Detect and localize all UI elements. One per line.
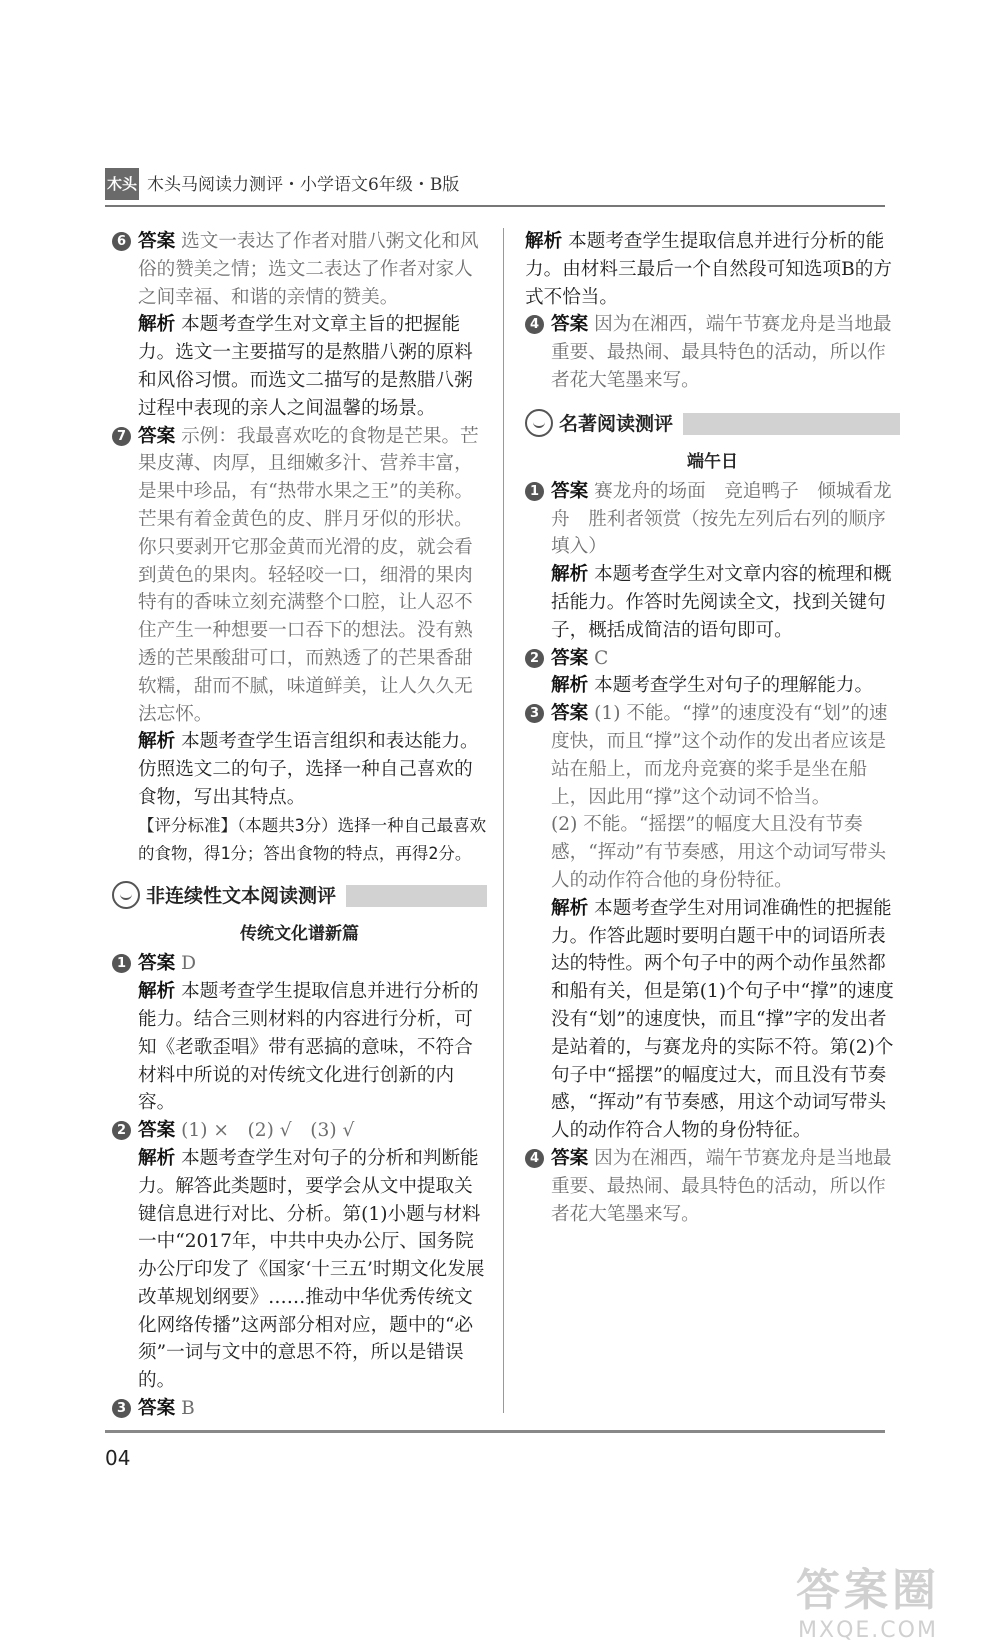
answer-text: 赛龙舟的场面 竞追鸭子 倾城看龙舟 胜利者领赏（按先左列后右列的顺序填入） <box>551 480 892 558</box>
book-logo: 木头马 <box>105 168 139 200</box>
answer-label: 答案 <box>138 231 176 252</box>
answer-text: 选文一表达了作者对腊八粥文化和风俗的赞美之情；选文二表达了作者对家人之间幸福、和谐的亲情的赞美。 <box>138 231 479 308</box>
question-number: 3 <box>112 1399 131 1418</box>
question-3 <box>112 1395 487 1423</box>
watermark <box>796 1554 940 1643</box>
section-subtitle: 传统文化谱新篇 <box>240 924 359 945</box>
right-column <box>525 228 900 1228</box>
analysis <box>525 228 900 311</box>
question-7 <box>112 423 487 729</box>
analysis-label: 解析 <box>138 731 176 753</box>
answer-label: 答案 <box>138 1120 176 1142</box>
section-title: 名著阅读测评 <box>559 409 683 436</box>
question-number: 6 <box>112 232 131 251</box>
question-number: 4 <box>525 1149 544 1168</box>
book-title: 木头马阅读力测评・小学语文6年级・B版 <box>147 175 460 195</box>
analysis-label: 解析 <box>551 564 589 586</box>
question-number: 7 <box>112 427 131 446</box>
analysis <box>525 672 900 700</box>
analysis-label: 解析 <box>138 1147 176 1169</box>
analysis-text: 本题考查学生对文章主旨的把握能力。选文一主要描写的是熬腊八粥的原料和风俗习惯。而选文二描写的是熬腊八粥过程中表现的亲人之间温馨的场景。 <box>138 314 473 419</box>
answer-label: 答案 <box>138 1398 176 1420</box>
answer-text-part-2: (2) 不能。“摇摆”的幅度大且没有节奏感，“挥动”有节奏感，用这个动词写带头人的动作符合他的身份特征。 <box>551 814 887 891</box>
face-icon <box>525 409 553 437</box>
scoring-standard: 【评分标准】（本题共3分）选择一种自己最喜欢的食物，得1分；答出食物的特点，再得2分。 <box>138 815 487 863</box>
column-divider <box>503 228 504 1413</box>
question-number: 2 <box>525 649 544 668</box>
answer-text: 示例：我最喜欢吃的食物是芒果。芒果皮薄、肉厚，且细嫩多汁、营养丰富，是果中珍品，有“热带水果之王”的美称。芒果有着金黄色的皮、胖月牙似的形状。你只要剥开它那金黄而光滑的皮，就会看到黄色的果肉。轻轻咬一口，细滑的果肉特有的香味立刻充满整个口腔，让人忍不住产生一种想要一口吞下的想法。没有熟透的芒果酸甜可口，而熟透了的芒果香甜软糯，甜而不腻，味道鲜美，让人久久无法忘怀。 <box>138 425 479 725</box>
answer-text: 因为在湘西，端午节赛龙舟是当地最重要、最热闹、最具特色的活动，所以作者花大笔墨来写。 <box>551 314 892 391</box>
analysis-text: 本题考查学生提取信息并进行分析的能力。结合三则材料的内容进行分析，可知《老歌歪唱》带有恶搞的意味，不符合材料中所说的对传统文化进行创新的内容。 <box>138 981 479 1114</box>
analysis <box>525 561 900 644</box>
question-number: 1 <box>525 482 544 501</box>
face-icon <box>112 881 140 909</box>
analysis-text: 本题考查学生对用词准确性的把握能力。作答此题时要明白题干中的词语所表达的特性。两个句子中的两个动作虽然都和船有关，但是第(1)个句子中“撑”的速度没有“划”的速度快，而且“撑”字的发出者是站着的，与赛龙舟的实际不符。第(2)个句子中“摇摆”的幅度过大，而且没有节奏感，“挥动”有节奏感，用这个动词写带头人的动作符合人物的身份特征。 <box>551 897 894 1142</box>
section-header <box>525 405 900 443</box>
question-1 <box>525 478 900 561</box>
analysis-label: 解析 <box>525 231 563 252</box>
answer-label: 答案 <box>551 647 589 669</box>
analysis-text: 本题考查学生对句子的理解能力。 <box>594 675 874 697</box>
left-column <box>112 228 487 1423</box>
section-subtitle: 端午日 <box>687 451 738 472</box>
analysis <box>112 1145 487 1395</box>
section-title: 非连续性文本阅读测评 <box>146 881 346 908</box>
analysis-label: 解析 <box>138 981 176 1003</box>
page-header <box>105 168 885 225</box>
question-2 <box>525 645 900 673</box>
question-2 <box>112 1117 487 1145</box>
answer-text: (1) 不能。“撑”的速度没有“划”的速度快，而且“撑”这个动作的发出者应该是站在船上，而龙舟竞赛的桨手是坐在船上，因此用“撑”这个动词不恰当。 <box>551 703 888 808</box>
answer-text: D <box>181 953 197 975</box>
footer-rule <box>105 1430 885 1433</box>
analysis-label: 解析 <box>551 675 589 697</box>
answer-label: 答案 <box>551 480 589 502</box>
analysis-text: 本题考查学生提取信息并进行分析的能力。由材料三最后一个自然段可知选项B的方式不恰当。 <box>525 231 892 308</box>
question-number: 1 <box>112 954 131 973</box>
answer-text: (1) × (2) √ (3) √ <box>181 1120 355 1142</box>
question-number: 4 <box>525 315 544 334</box>
answer-label: 答案 <box>551 314 589 336</box>
question-1 <box>112 950 487 978</box>
analysis-label: 解析 <box>551 897 589 919</box>
analysis <box>112 728 487 811</box>
header-rule <box>105 205 885 207</box>
analysis <box>112 311 487 422</box>
analysis-text: 本题考查学生语言组织和表达能力。仿照选文二的句子，选择一种自己喜欢的食物，写出其特点。 <box>138 731 479 808</box>
question-6 <box>112 228 487 311</box>
analysis-text: 本题考查学生对句子的分析和判断能力。解答此类题时，要学会从文中提取关键信息进行对比、分析。第(1)小题与材料一中“2017年，中共中央办公厅、国务院办公厅印发了《国家‘十三五’时期文化发展改革规划纲要》……推动中华优秀传统文化网络传播”这两部分相对应，题中的“必须”一词与文中的意思不符，所以是错误的。 <box>138 1147 485 1392</box>
answer-text: B <box>181 1398 195 1420</box>
question-number: 3 <box>525 704 544 723</box>
page-number: 04 <box>105 1446 131 1470</box>
analysis <box>112 978 487 1117</box>
answer-label: 答案 <box>138 953 176 975</box>
answer-label: 答案 <box>551 1147 589 1169</box>
analysis-text: 本题考查学生对文章内容的梳理和概括能力。作答时先阅读全文，找到关键句子，概括成简洁的语句即可。 <box>551 564 892 641</box>
answer-label: 答案 <box>138 425 176 447</box>
question-4 <box>525 1145 900 1228</box>
answer-label: 答案 <box>551 703 589 725</box>
question-4 <box>525 311 900 394</box>
watermark-top: 答案圈 <box>796 1565 940 1616</box>
section-header <box>112 877 487 915</box>
analysis <box>525 895 900 1145</box>
answer-text: 因为在湘西，端午节赛龙舟是当地最重要、最热闹、最具特色的活动，所以作者花大笔墨来写。 <box>551 1147 892 1225</box>
question-number: 2 <box>112 1121 131 1140</box>
answer-text: C <box>594 647 609 669</box>
analysis-label: 解析 <box>138 314 176 336</box>
question-3 <box>525 700 900 811</box>
watermark-bottom: MXQE.COM <box>798 1618 938 1643</box>
